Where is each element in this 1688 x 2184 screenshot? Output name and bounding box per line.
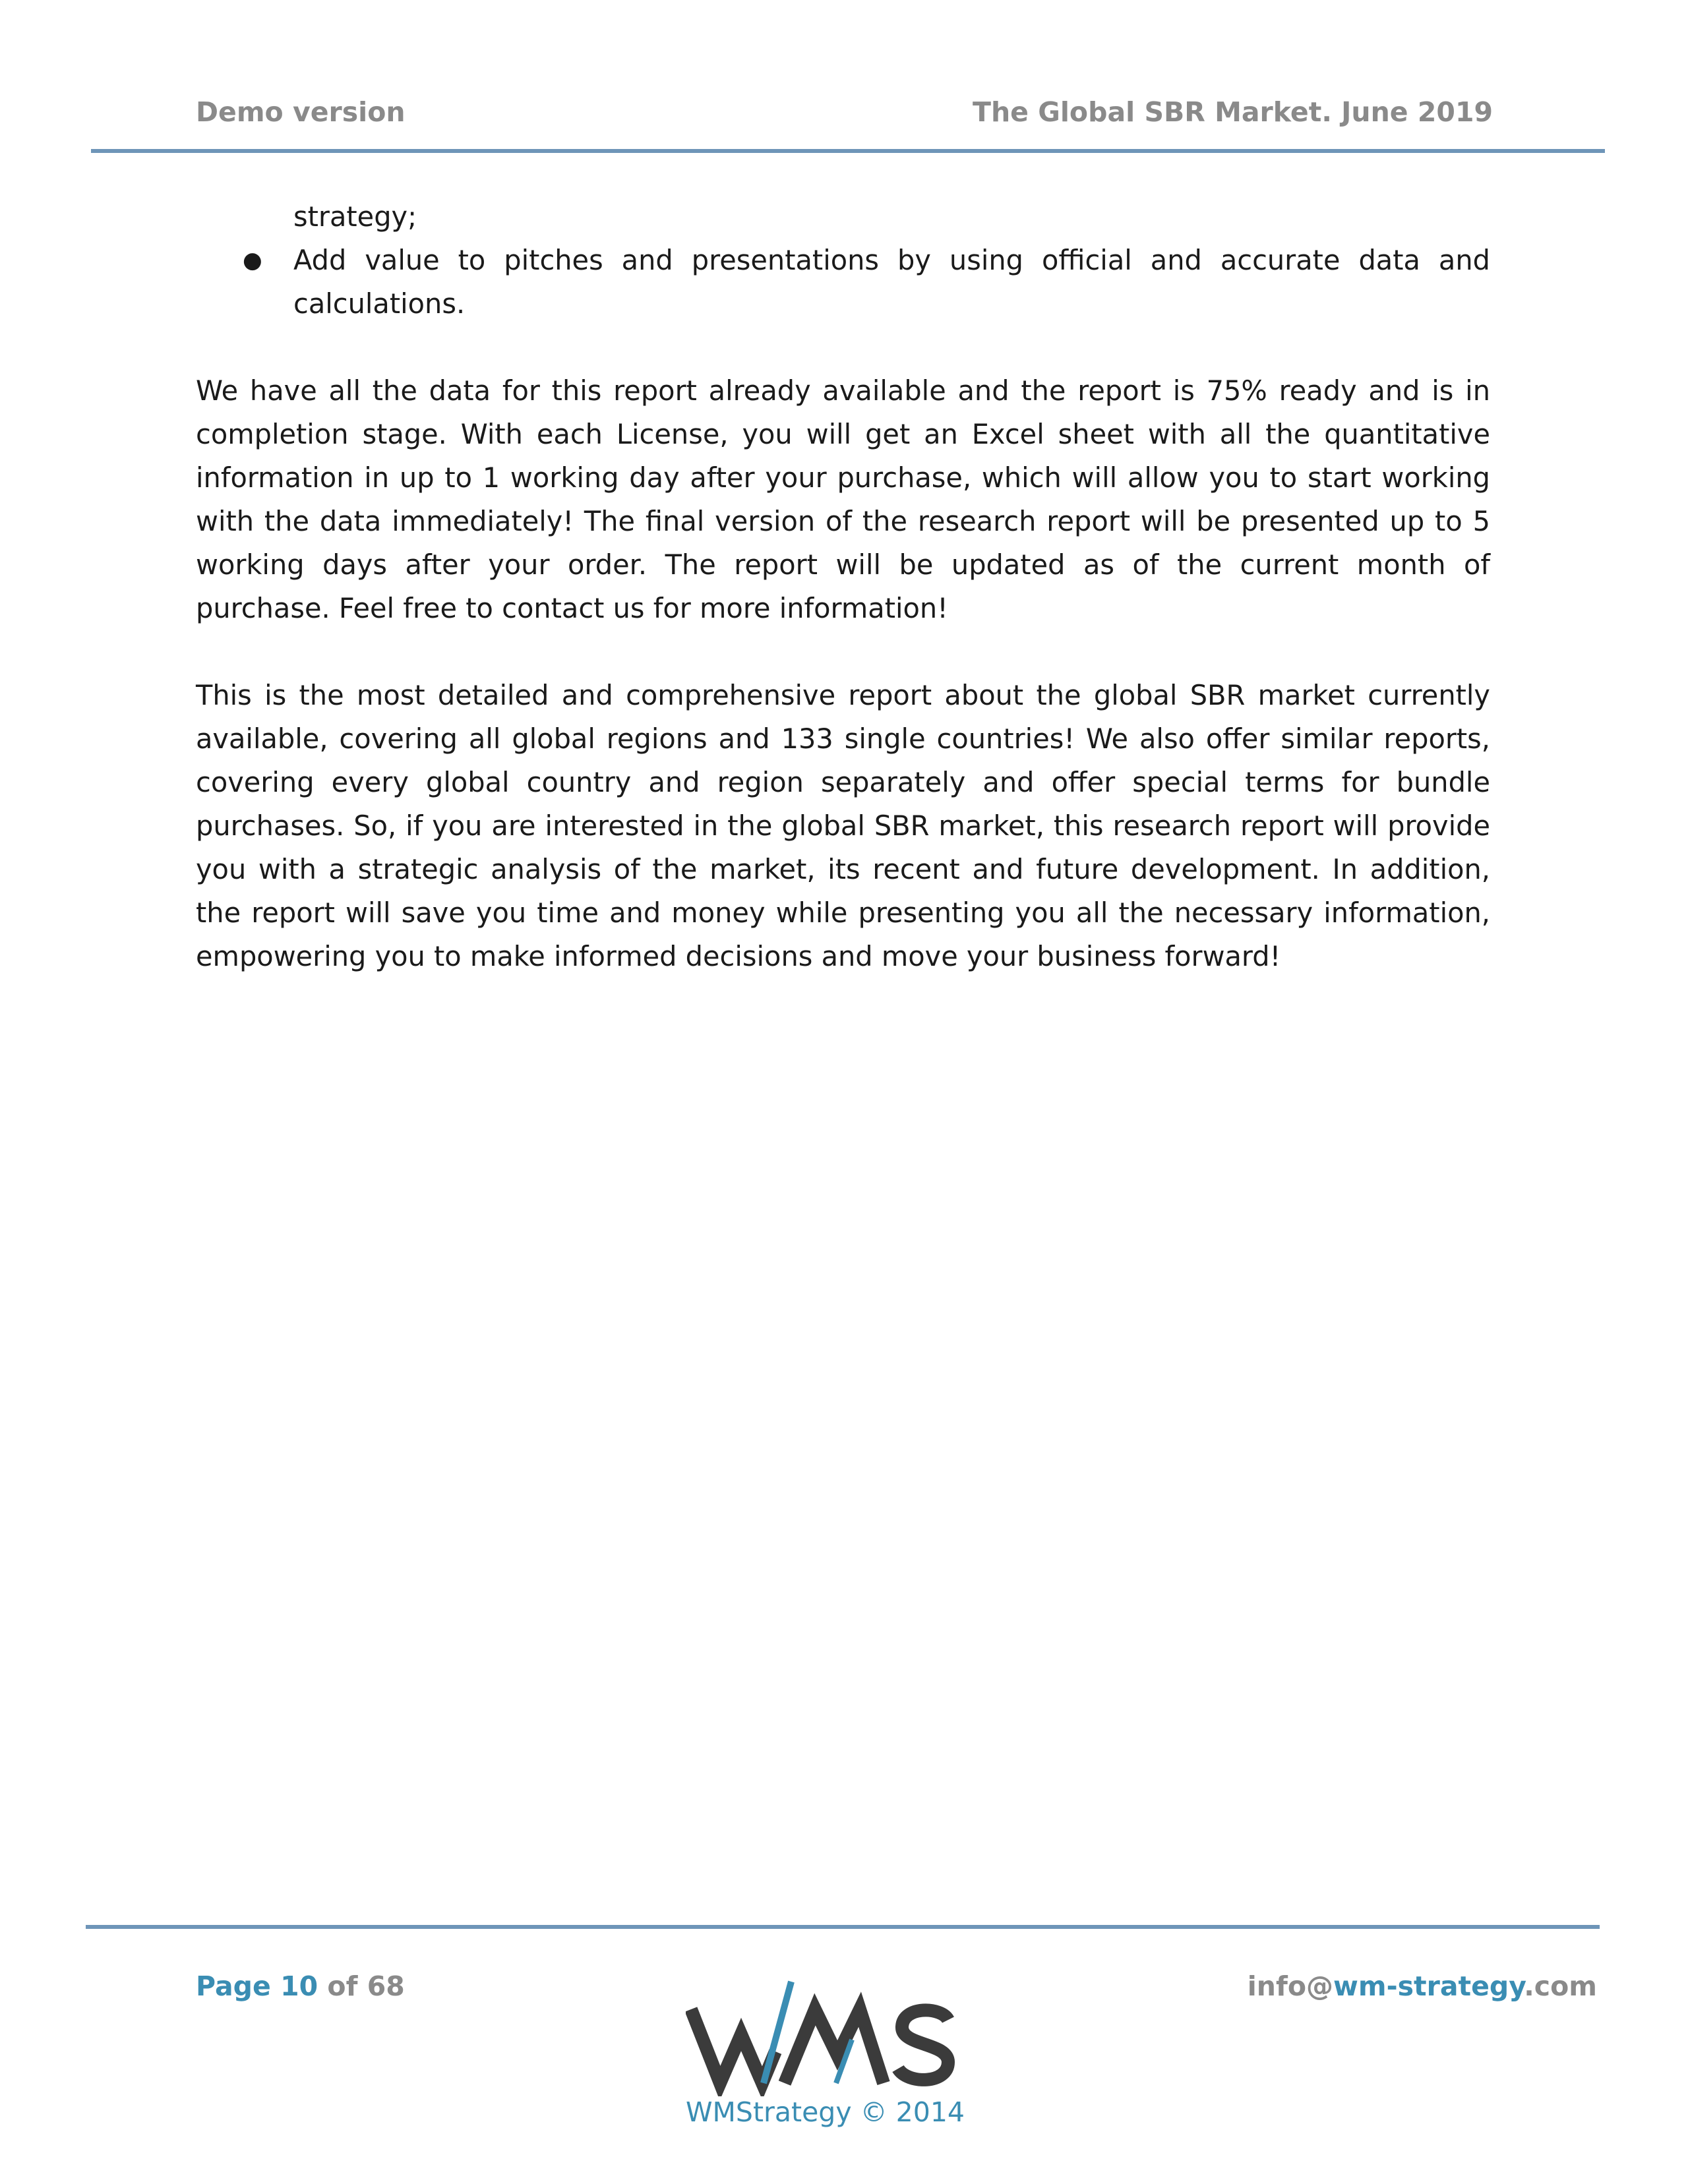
logo-copyright: WMStrategy © 2014 [686, 2096, 965, 2128]
header-doc-title: The Global SBR Market. June 2019 [972, 96, 1493, 128]
page-of-label: of [327, 1970, 358, 2002]
bullet-continuation: strategy; [293, 200, 417, 233]
email-domain: wm-strategy [1333, 1970, 1524, 2002]
contact-email[interactable] [1247, 1970, 1597, 2002]
list-item-text: Add value to pitches and presentations by using official and accurate data and calculations. [293, 244, 1490, 320]
email-user: info@ [1247, 1970, 1333, 2002]
page-current: 10 [280, 1970, 318, 2002]
list-item [196, 239, 1490, 326]
page-label: Page [196, 1970, 271, 2002]
page-body [196, 195, 1490, 978]
wms-logo-icon [686, 1978, 963, 2096]
bullet-list [196, 239, 1490, 326]
footer-divider [86, 1925, 1600, 1929]
header-doc-status: Demo version [196, 96, 406, 128]
page-number [196, 1970, 405, 2002]
email-tld: .com [1524, 1970, 1597, 2002]
header-divider [91, 149, 1605, 153]
paragraph-availability: We have all the data for this report already available and the report is 75% ready and is in completion stage. With each License, you will get an Excel sheet with all the quantitative information in up to 1 working day after your purchase, which will allow you to start working with the data immediately! The final version of the research report will be presented up to 5 working days after your order. The report will be updated as of the current month of purchase. Feel free to contact us for more information! [196, 374, 1490, 624]
paragraph-report-scope: This is the most detailed and comprehensive report about the global SBR market currently available, covering all global regions and 133 single countries! We also offer similar reports, covering every global country and region separately and offer special terms for bundle purchases. So, if you are interested in the global SBR market, this research report will provide you with a strategic analysis of the market, its recent and future development. In addition, the report will save you time and money while presenting you all the necessary information, empowering you to make informed decisions and move your business forward! [196, 679, 1490, 972]
bullet-dot-icon: ● [243, 247, 262, 274]
page-total: 68 [367, 1970, 405, 2002]
